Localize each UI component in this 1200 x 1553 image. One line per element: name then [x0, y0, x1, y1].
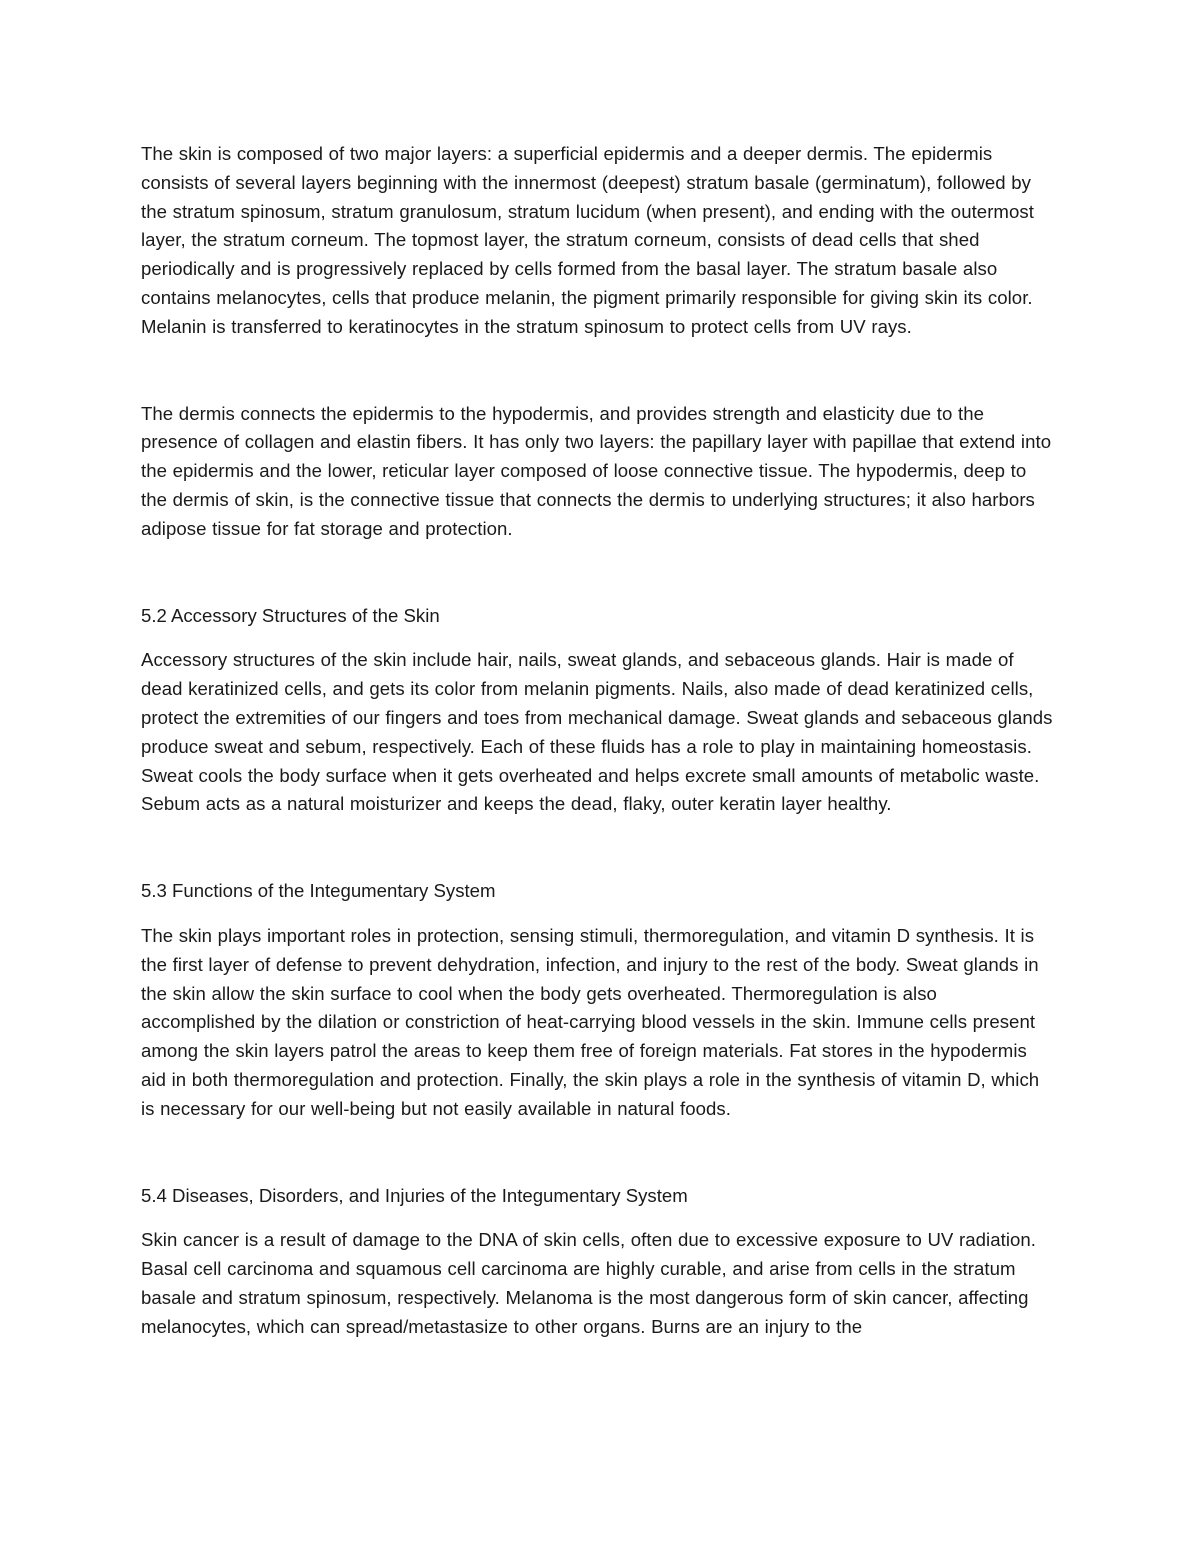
spacer — [141, 1124, 1056, 1182]
spacer — [141, 819, 1056, 877]
section-heading-functions: 5.3 Functions of the Integumentary System — [141, 880, 496, 902]
paragraph-dermis: The dermis connects the epidermis to the hypodermis, and provides strength and elasticity due to the presence of collagen and elastin fibers. It has only two layers: the papillary layer with papillae that extend into the epidermis and the lower, reticular layer composed of loose connective tissue. The hypodermis, deep to the dermis of skin, is the connective tissue that connects the dermis to underlying structures; it also harbors adipose tissue for fat storage and protection. — [141, 402, 1052, 539]
section-heading-diseases: 5.4 Diseases, Disorders, and Injuries of the Integumentary System — [141, 1184, 688, 1206]
spacer — [141, 544, 1056, 602]
section-heading-accessory-structures: 5.2 Accessory Structures of the Skin — [141, 604, 440, 626]
paragraph-diseases: Skin cancer is a result of damage to the DNA of skin cells, often due to excessive exposure to UV radiation. Basal cell carcinoma and squamous cell carcinoma are highly curable, and arise from cells in the stratum basale and stratum spinosum, respectively. Melanoma is the most dangerous form of skin cancer, affecting melanocytes, which can spread/metastasize to other organs. Burns are an injury to the — [141, 1229, 1036, 1337]
paragraph-accessory-structures: Accessory structures of the skin include hair, nails, sweat glands, and sebaceous glands. Hair is made of dead keratinized cells, and gets its color from melanin pigments. Nails, also made of dead keratinized cells, protect the extremities of our fingers and toes from mechanical damage. Sweat glands and sebaceous glands produce sweat and sebum, respectively. Each of these fluids has a role to play in maintaining homeostasis. Sweat cools the body surface when it gets overheated and helps excrete small amounts of metabolic waste. Sebum acts as a natural moisturizer and keeps the dead, flaky, outer keratin layer healthy. — [141, 649, 1053, 815]
spacer — [141, 630, 1056, 646]
paragraph-skin-layers: The skin is composed of two major layers: a superficial epidermis and a deeper dermis. The epidermis consists of several layers beginning with the innermost (deepest) stratum basale (germinatum), followed by the stratum spinosum, stratum granulosum, stratum lucidum (when present), and ending with the outermost layer, the stratum corneum. The topmost layer, the stratum corneum, consists of dead cells that shed periodically and is progressively replaced by cells formed from the basal layer. The stratum basale also contains melanocytes, cells that produce melanin, the pigment primarily responsible for giving skin its color. Melanin is transferred to keratinocytes in the stratum spinosum to protect cells from UV rays. — [141, 143, 1034, 337]
spacer — [141, 342, 1056, 400]
spacer — [141, 906, 1056, 922]
spacer — [141, 1210, 1056, 1226]
paragraph-functions: The skin plays important roles in protection, sensing stimuli, thermoregulation, and vitamin D synthesis. It is the first layer of defense to prevent dehydration, infection, and injury to the rest of the body. Sweat glands in the skin allow the skin surface to cool when the body gets overheated. Thermoregulation is also accomplished by the dilation or constriction of heat-carrying blood vessels in the skin. Immune cells present among the skin layers patrol the areas to keep them free of foreign materials. Fat stores in the hypodermis aid in both thermoregulation and protection. Finally, the skin plays a role in the synthesis of vitamin D, which is necessary for our well-being but not easily available in natural foods. — [141, 924, 1040, 1119]
